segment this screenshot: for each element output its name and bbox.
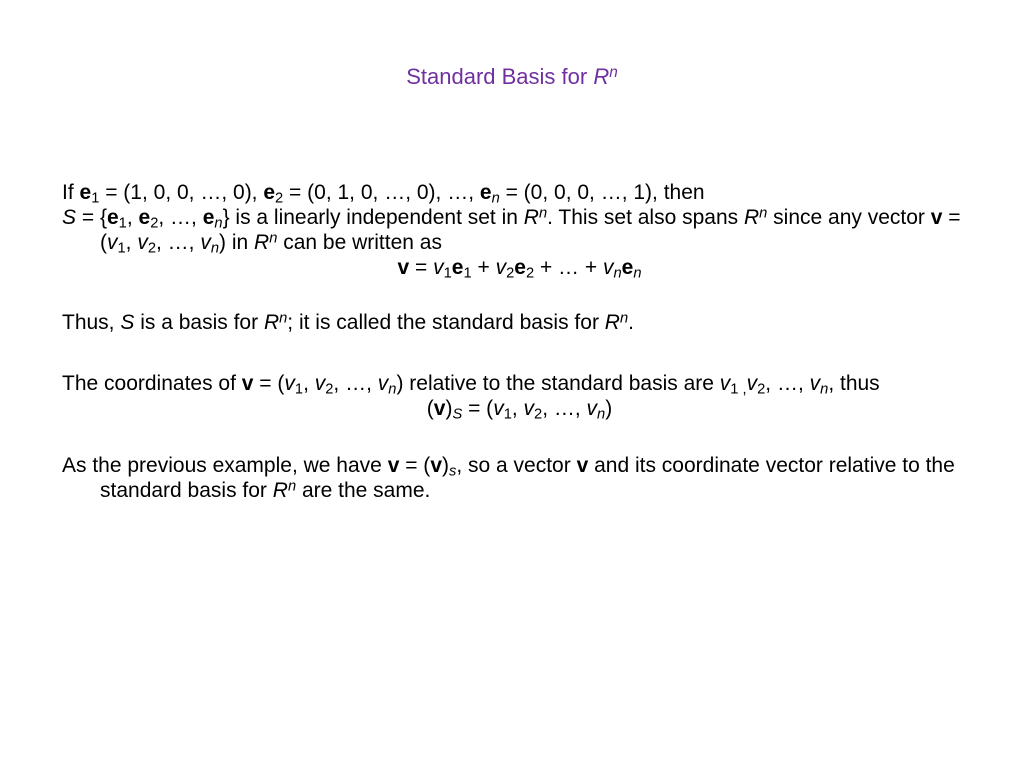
paragraph-2: Thus, S is a basis for $R^n$; it is called the standard basis for $R^n$. (62, 310, 634, 334)
slide-body (62, 180, 977, 503)
paragraph-3: The coordinates of $v = (v_1$, $v_2$, …, $v_n$) relative to the standard basis are $v_{1 ,}v_2$, …, $v_n$, thus (62, 372, 880, 398)
formula-2: $(v)_S = (v_1$, $v_2$, …, $v_n$) (426, 397, 613, 423)
title-text: Standard Basis for (406, 64, 594, 89)
paragraph-4: As the previous example, we have $v = (v)_s$, so a vector v and its coordinate vector relative to the standard basis for $R^n$ are the same. (62, 454, 955, 502)
slide-title (0, 64, 1024, 90)
formula-1: $v = v_1e_1 + v_2e_2$ + … + $v_ne_n$ (397, 256, 642, 282)
title-sup: n (609, 64, 618, 82)
paragraph-1: If $e_1 = (1$, 0, 0, …, 0), $e_2 = (0$, 1, 0, …, 0), …, $e_n = (0$, 0, 0, …, 1), then (62, 181, 705, 207)
title-var: R (593, 64, 610, 89)
paragraph-1-cont: $S = \{e_1$, $e_2$, …, $e_n$} is a linearly independent set in $R^n$. This set also spans $R^n$ since any vector $v = (v_1$, $v_2$, …, $v_n$) in $R^n$ can be written as (62, 205, 961, 257)
